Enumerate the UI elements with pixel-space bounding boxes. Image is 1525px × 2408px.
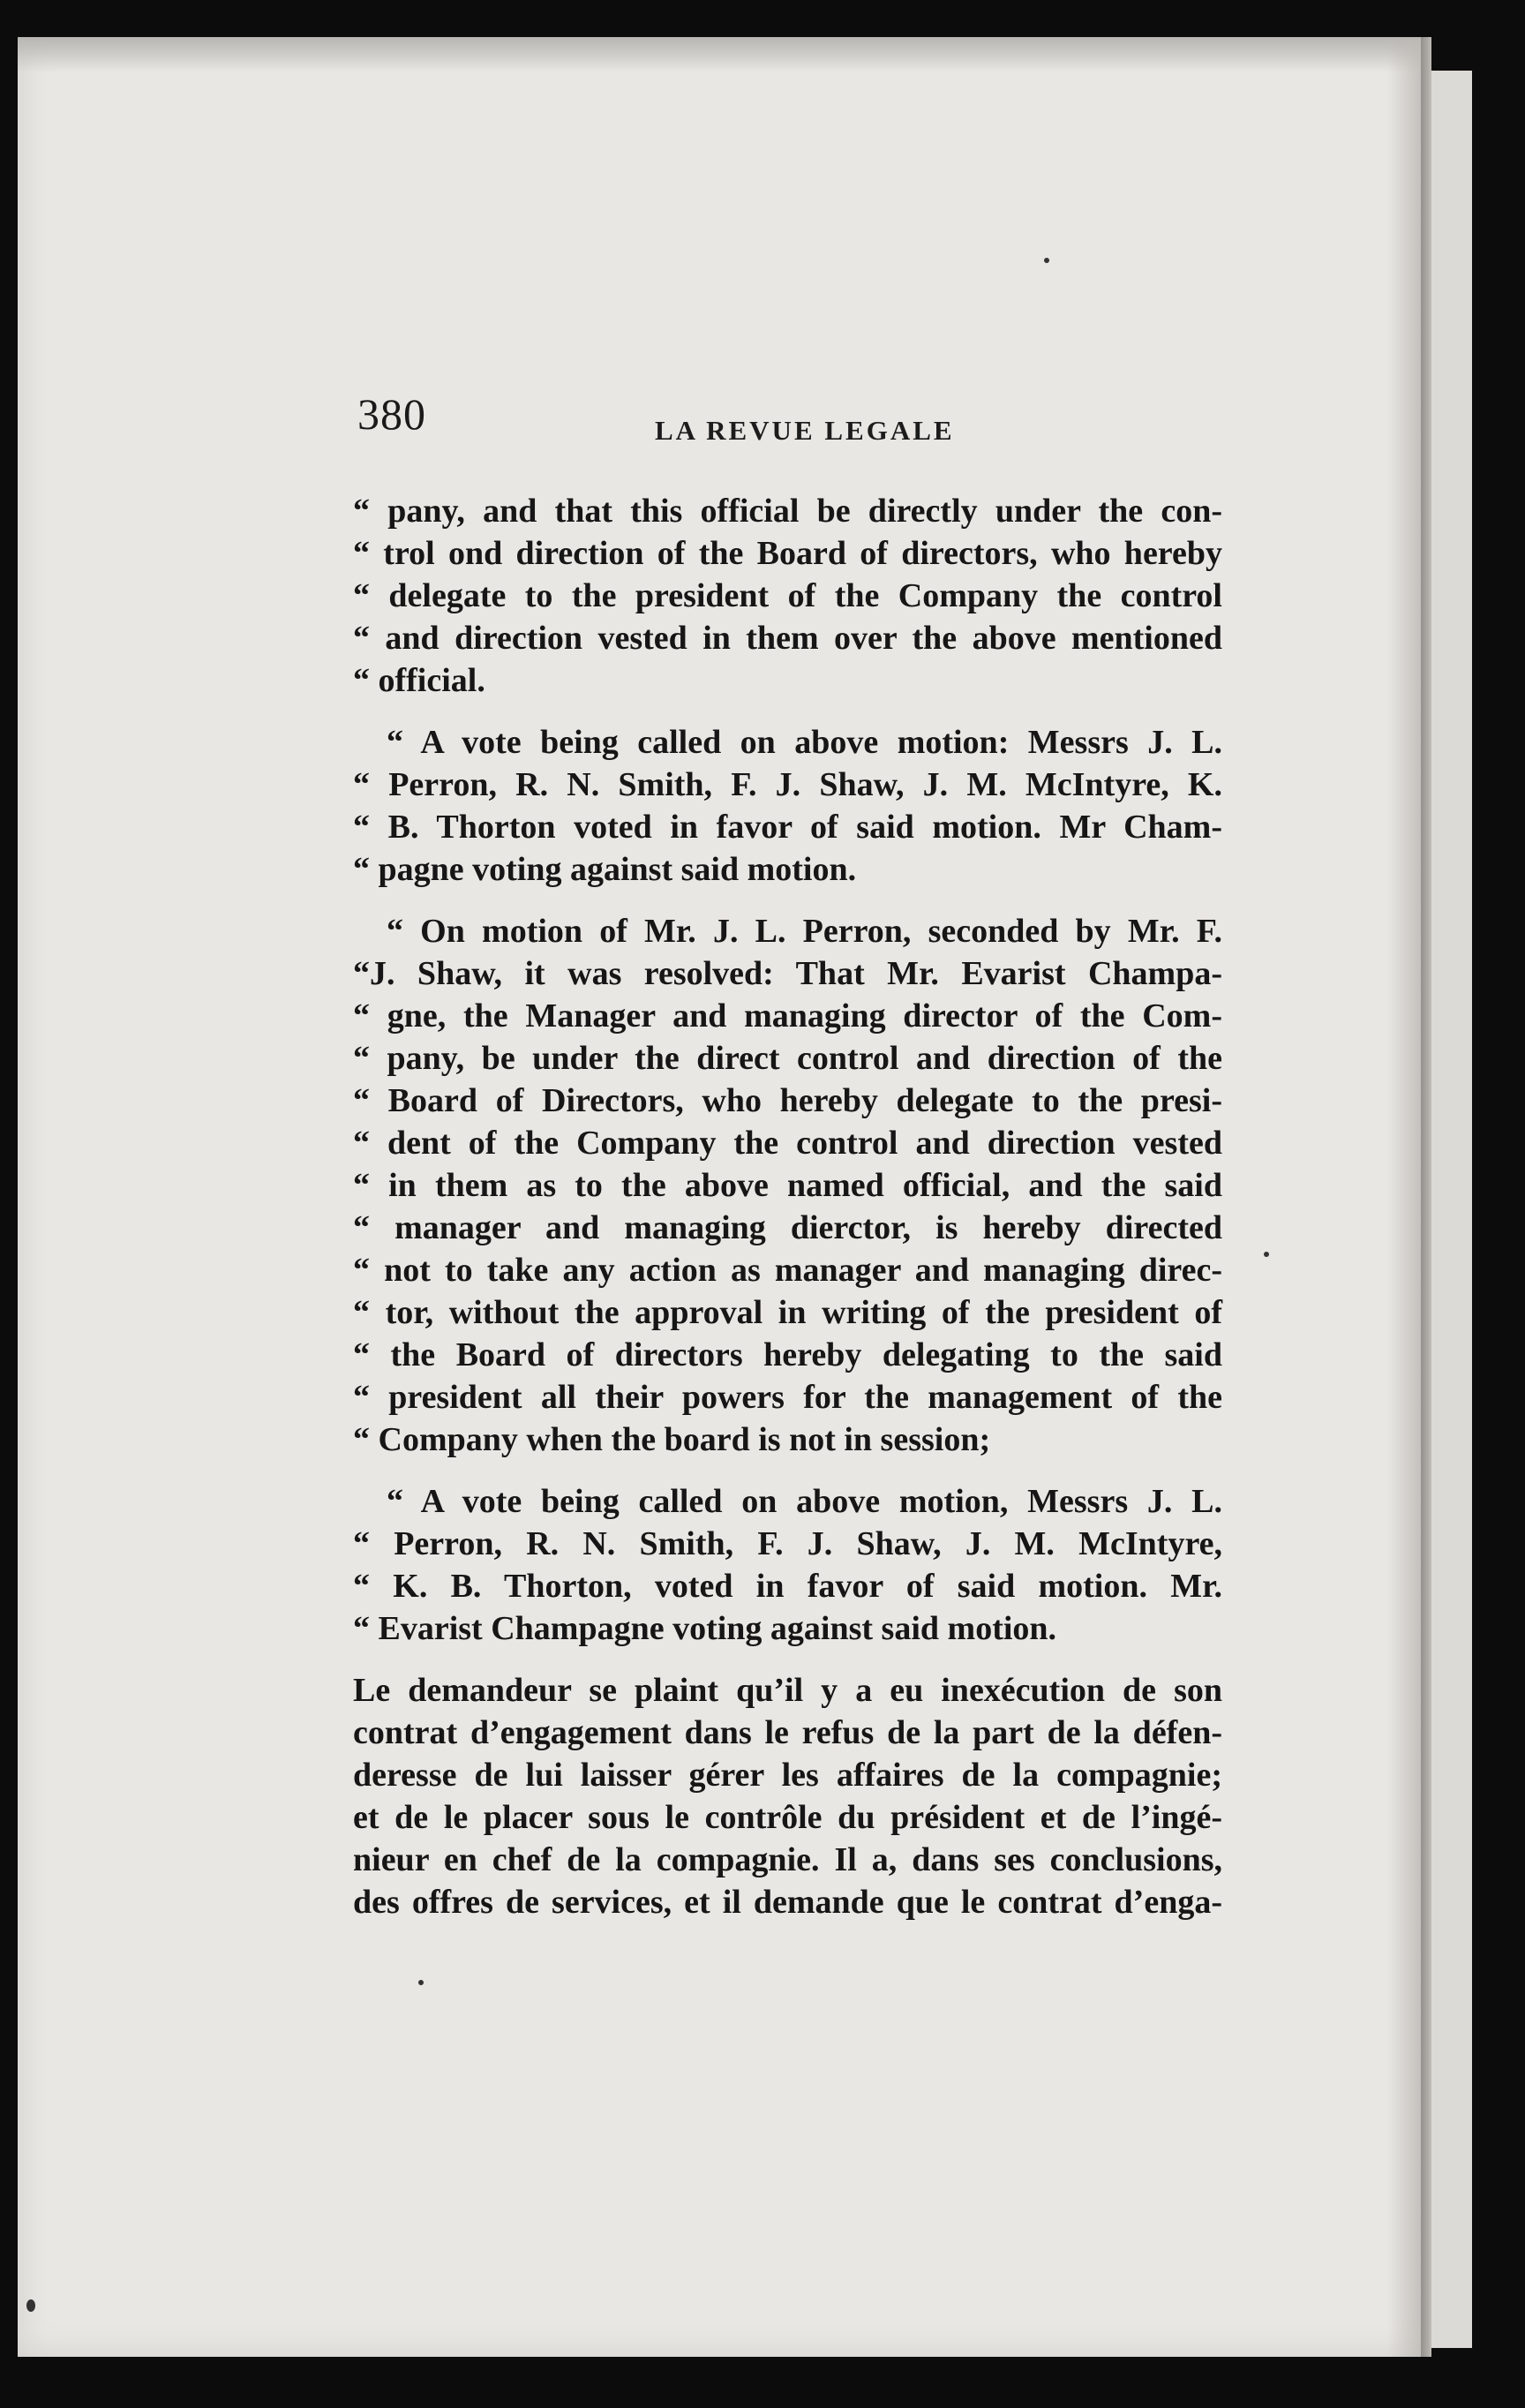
text-line: “ pany, and that this official be directly under the con- (353, 493, 1222, 530)
text-line: “ Company when the board is not in session; (353, 1421, 991, 1458)
text-line: contrat d’engagement dans le refus de la part de la défen- (353, 1714, 1222, 1751)
text-line: “ On motion of Mr. J. L. Perron, seconded by Mr. F. (387, 913, 1222, 950)
paragraph (353, 721, 1222, 891)
text-line: “ delegate to the president of the Company the control (353, 577, 1222, 614)
text-line: “ pagne voting against said motion. (353, 851, 857, 888)
text-line: “ A vote being called on above motion, Messrs J. L. (387, 1483, 1222, 1520)
text-line: “ gne, the Manager and managing director of the Com- (353, 997, 1222, 1035)
text-line: “ official. (353, 662, 485, 699)
page-gutter-shadow (1387, 37, 1431, 2357)
ink-speck (1264, 1252, 1269, 1257)
text-line: “ trol ond direction of the Board of directors, who hereby (353, 535, 1222, 572)
paragraph (353, 910, 1222, 1461)
running-head: LA REVUE LEGALE (655, 415, 955, 446)
text-line: “ Evarist Champagne voting against said motion. (353, 1610, 1057, 1647)
text-line: “ and direction vested in them over the above mentioned (353, 620, 1222, 657)
page-number: 380 (357, 389, 426, 439)
body-text (353, 490, 1222, 1923)
page-header (357, 388, 1240, 459)
facing-page-edge (1430, 71, 1472, 2348)
text-line: “ Perron, R. N. Smith, F. J. Shaw, J. M. McIntyre, K. (353, 766, 1222, 803)
text-line: “ in them as to the above named official, and the said (353, 1167, 1222, 1204)
text-line: “ Board of Directors, who hereby delegate to the presi- (353, 1082, 1222, 1119)
text-line: “ K. B. Thorton, voted in favor of said motion. Mr. (353, 1568, 1222, 1605)
paragraph (353, 490, 1222, 702)
text-line: “ not to take any action as manager and managing direc- (353, 1252, 1222, 1289)
text-line: des offres de services, et il demande que le contrat d’enga- (353, 1884, 1222, 1921)
ink-speck (418, 1980, 424, 1985)
text-line: “J. Shaw, it was resolved: That Mr. Evarist Champa- (353, 955, 1222, 992)
text-line: “ tor, without the approval in writing of the president of (353, 1294, 1222, 1331)
text-line: nieur en chef de la compagnie. Il a, dans ses conclusions, (353, 1841, 1222, 1878)
ink-speck (26, 2299, 35, 2312)
text-line: et de le placer sous le contrôle du président et de l’ingé- (353, 1799, 1222, 1836)
text-line: “ president all their powers for the management of the (353, 1379, 1222, 1416)
text-line: Le demandeur se plaint qu’il y a eu inexécution de son (353, 1672, 1222, 1709)
paragraph (353, 1669, 1222, 1923)
text-line: deresse de lui laisser gérer les affaires de la compagnie; (353, 1757, 1222, 1794)
text-line: “ pany, be under the direct control and direction of the (353, 1040, 1222, 1077)
paragraph (353, 1480, 1222, 1650)
text-line: “ dent of the Company the control and direction vested (353, 1125, 1222, 1162)
text-line: “ the Board of directors hereby delegating to the said (353, 1336, 1222, 1373)
ink-speck (1044, 258, 1049, 263)
text-line: “ manager and managing dierctor, is hereby directed (353, 1209, 1222, 1246)
text-line: “ A vote being called on above motion: Messrs J. L. (387, 724, 1222, 761)
text-line: “ Perron, R. N. Smith, F. J. Shaw, J. M. McIntyre, (353, 1525, 1222, 1562)
text-line: “ B. Thorton voted in favor of said motion. Mr Cham- (353, 809, 1222, 846)
page-top-shadow (18, 37, 1421, 72)
